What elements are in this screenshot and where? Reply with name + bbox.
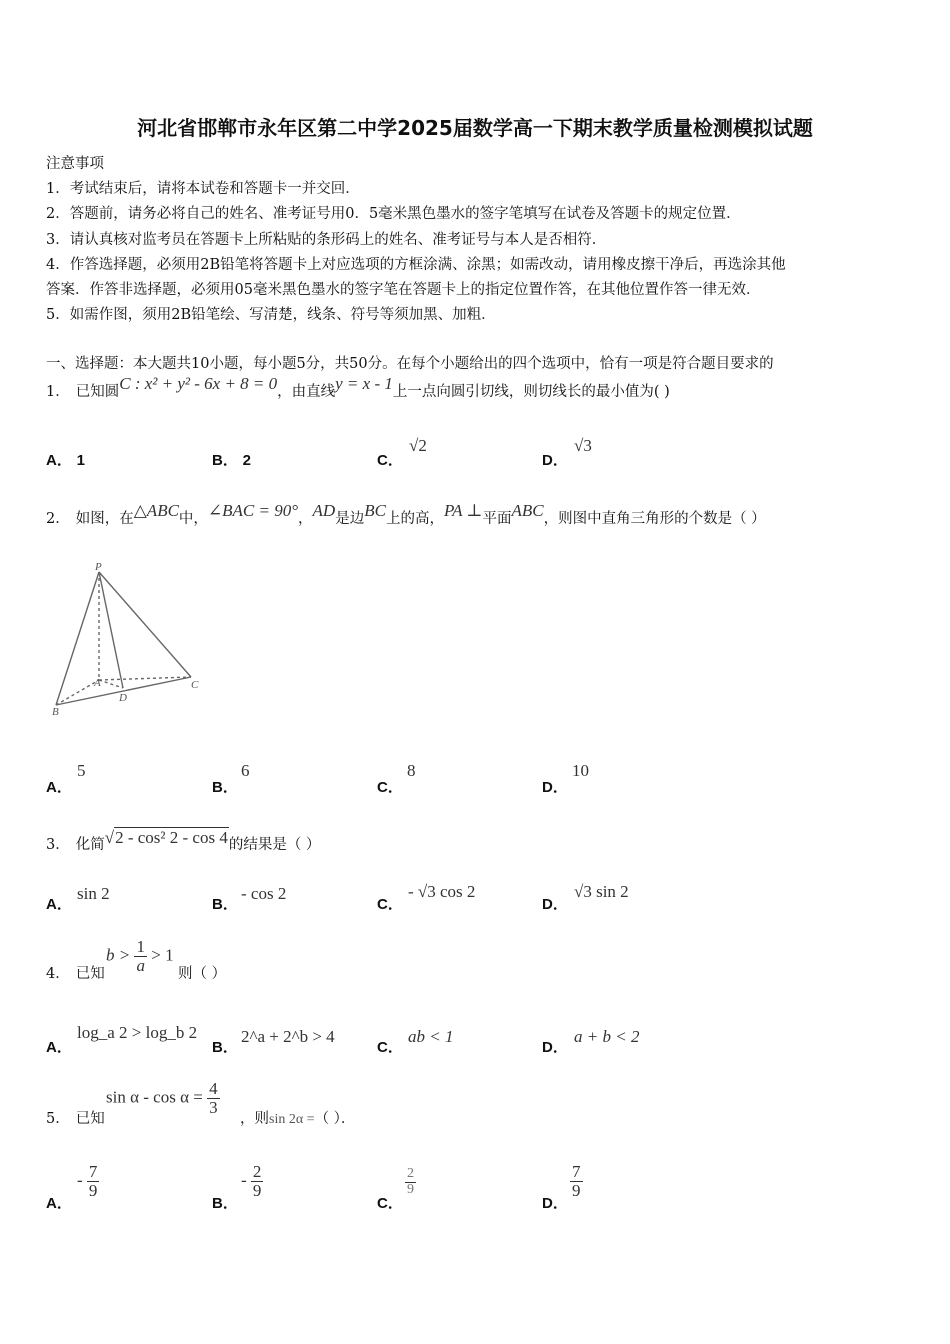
q4-option-a: A． (46, 1039, 72, 1056)
edge-pc (99, 572, 191, 677)
question-2: 2． 如图，在△ABC中，∠BAC = 90°，AD是边BC上的高，PA ⊥平面ABC，则图中直角三角形的个数是（ ） (46, 501, 766, 527)
q4-option-b-value: 2^a + 2^b > 4 (241, 1027, 335, 1046)
label-d: D (119, 692, 127, 704)
page-title: 河北省邯郸市永年区第二中学2025届数学高一下期末教学质量检测模拟试题 (137, 116, 813, 140)
q2-option-a: A． (46, 779, 72, 796)
q5-condition: sin α - cos α = $\frac{4}{3}$ (106, 1079, 218, 1117)
q5-option-c: C． (377, 1195, 403, 1212)
q2-option-c: C． (377, 779, 403, 796)
q3-option-b: B． (212, 896, 238, 913)
q1-option-a: A． 1 (46, 452, 85, 469)
q5-option-b-value: - $\frac{2}{9}$ (241, 1162, 262, 1200)
q5-option-a-value: - $\frac{7}{9}$ (77, 1162, 98, 1200)
edge-ad (99, 680, 123, 688)
question-3: 3． 化简√2 - cos² 2 - cos 4的结果是（ ） (46, 828, 321, 853)
question-1: 1． 已知圆C : x² + y² - 6x + 8 = 0，由直线y = x - 1上一点向圆引切线，则切线长的最小值为( ) (46, 374, 670, 400)
q2-option-a-value: 5 (77, 761, 86, 780)
q4-option-c-value: ab < 1 (408, 1027, 454, 1046)
label-b: B (52, 706, 59, 718)
label-p: P (95, 561, 102, 573)
q1-option-c: C． (377, 452, 403, 469)
note-item: 3．请认真核对监考员在答题卡上所粘贴的条形码上的姓名、准考证号与本人是否相符． (46, 232, 607, 248)
q5-option-a: A． (46, 1195, 72, 1212)
q1-option-b: B． 2 (212, 452, 251, 469)
q3-option-c-value: - √3 cos 2 (408, 882, 476, 901)
q5-tail: ，则sin 2α =（ ）． (240, 1111, 356, 1127)
q5-option-c-value: $\frac{2}{9}$ (407, 1166, 414, 1197)
note-item: 2．答题前，请务必将自己的姓名、准考证号用0．5毫米黑色墨水的签字笔填写在试卷及答题卡的规定位置． (46, 206, 741, 222)
question-5: 5． 已知 (46, 1111, 105, 1127)
notes-header: 注意事项 (46, 156, 104, 172)
note-item: 1．考试结束后，请将本试卷和答题卡一并交回． (46, 181, 360, 197)
question-number: 1． (46, 384, 70, 400)
q3-option-a-value: sin 2 (77, 884, 110, 903)
note-item: 4．作答选择题，必须用2B铅笔将答题卡上对应选项的方框涂满、涂黑；如需改动，请用橡皮擦干净后，再选涂其他 (46, 257, 786, 273)
q1-option-c-value: √2 (409, 436, 427, 455)
q4-option-d: D． (542, 1039, 568, 1056)
q3-option-b-value: - cos 2 (241, 884, 287, 903)
q4-tail: 则（ ） (178, 966, 227, 982)
q1-option-d: D． (542, 452, 568, 469)
note-item: 5．如需作图，须用2B铅笔绘、写清楚，线条、符号等须加黑、加粗． (46, 307, 496, 323)
q2-option-c-value: 8 (407, 761, 416, 780)
q2-option-d-value: 10 (572, 761, 589, 780)
edge-pb (56, 572, 99, 705)
question-4: 4． 已知 (46, 966, 105, 982)
pyramid-figure (48, 560, 208, 720)
q2-option-d: D． (542, 779, 568, 796)
q4-option-d-value: a + b < 2 (574, 1027, 640, 1046)
q2-option-b: B． (212, 779, 238, 796)
line-equation: y = x - 1 (335, 374, 393, 393)
circle-equation: C : x² + y² - 6x + 8 = 0 (119, 374, 278, 393)
q3-option-a: A． (46, 896, 72, 913)
q5-option-d-value: $\frac{7}{9}$ (572, 1162, 581, 1200)
q1-option-d-value: √3 (574, 436, 592, 455)
q4-option-a-value: log_a 2 > log_b 2 (77, 1023, 198, 1042)
q3-radicand: 2 - cos² 2 - cos 4 (115, 828, 228, 847)
label-a: A (94, 677, 101, 689)
q3-option-c: C． (377, 896, 403, 913)
q5-option-b: B． (212, 1195, 238, 1212)
q4-option-b: B． (212, 1039, 238, 1056)
q3-option-d-value: √3 sin 2 (574, 882, 629, 901)
note-item: 答案．作答非选择题，必须用05毫米黑色墨水的签字笔在答题卡上的指定位置作答，在其他位置作答一律无效． (46, 282, 761, 298)
section-heading: 一、选择题：本大题共10小题，每小题5分，共50分。在每个小题给出的四个选项中，恰有一项是符合题目要求的 (46, 356, 774, 372)
q2-option-b-value: 6 (241, 761, 250, 780)
q5-option-d: D． (542, 1195, 568, 1212)
q4-option-c: C． (377, 1039, 403, 1056)
q4-condition: b > $\frac{1}{a}$ > 1 (106, 937, 174, 975)
edge-pd (99, 572, 123, 688)
q3-option-d: D． (542, 896, 568, 913)
label-c: C (191, 679, 199, 691)
